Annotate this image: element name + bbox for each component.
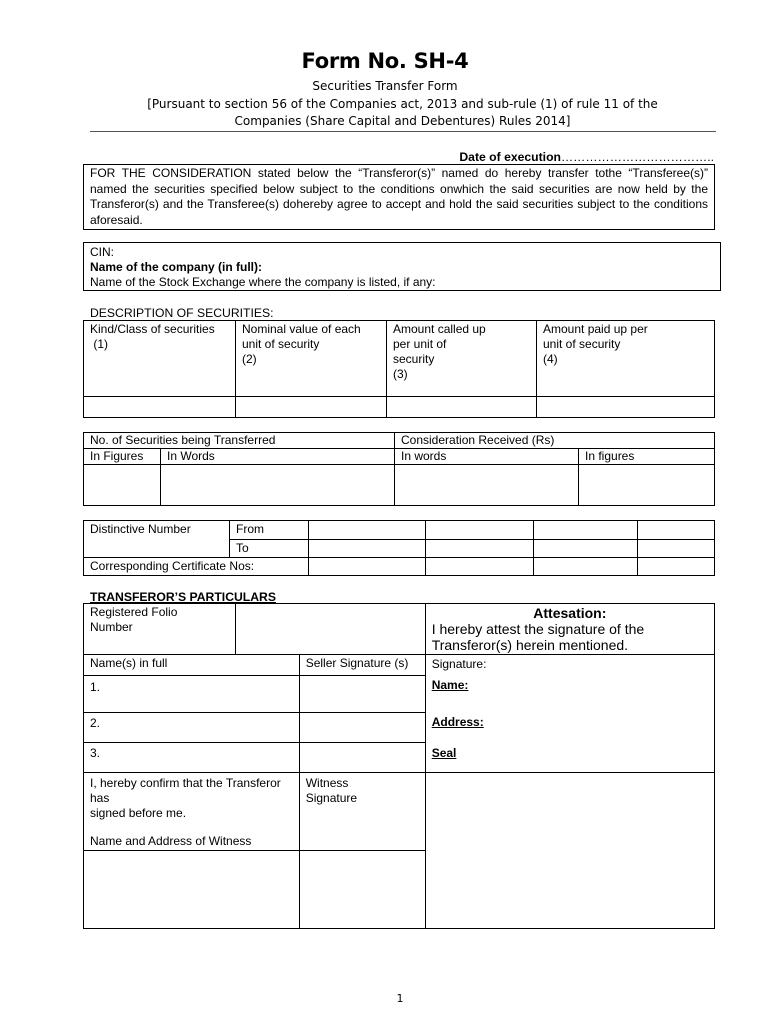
transferor-heading: TRANSFEROR’S PARTICULARS [90, 590, 276, 604]
desc-col-3-line2: per unit of [393, 337, 447, 351]
description-table [83, 320, 715, 418]
description-label: DESCRIPTION OF SECURITIES: [90, 306, 274, 320]
witness-signature-line1: Witness [305, 776, 349, 791]
distinctive-table [83, 520, 715, 576]
consideration-received-label: Consideration Received (Rs) [395, 433, 715, 449]
from-field-2[interactable] [426, 521, 534, 540]
from-field-1[interactable] [309, 521, 426, 540]
seller-signature-3[interactable] [299, 743, 425, 773]
witness-confirm-cell [84, 773, 300, 851]
desc-col-4-line2: unit of security [543, 337, 621, 351]
cert-field-1[interactable] [309, 558, 426, 576]
consideration-figures-field[interactable] [579, 465, 715, 506]
attest-seal-label: Seal [431, 746, 457, 761]
consideration-paragraph: FOR THE CONSIDERATION stated below the “Transferor(s)” named do hereby transfer tothe “Transferee(s)” named the securities specified below subject to the conditions onwhich the said securities are now held by the Transferor(s) and the Transferee(s) dohereby agree to accept and hold the said securities subject to the conditions aforesaid. [83, 164, 715, 230]
desc-col-4-line3: (4) [543, 352, 558, 366]
in-words-label: In Words [161, 449, 395, 465]
company-box [83, 242, 721, 291]
attestation-text: I hereby attest the signature of the Transferor(s) herein mentioned. [431, 621, 645, 654]
distinctive-number-label: Distinctive Number [84, 521, 230, 558]
attest-name-label: Name: [431, 678, 469, 693]
desc-col-3 [387, 321, 537, 397]
witness-right-field[interactable] [425, 773, 714, 929]
to-field-2[interactable] [426, 540, 534, 558]
page-number: 1 [396, 992, 404, 1005]
transferor-table [83, 603, 715, 929]
attestation-heading: Attesation: [533, 605, 607, 621]
attest-address-label: Address: [431, 715, 484, 730]
row-1-number: 1. [90, 680, 101, 695]
desc-col-1 [84, 321, 236, 397]
desc-col-4 [537, 321, 715, 397]
certificate-nos-label: Corresponding Certificate Nos: [84, 558, 309, 576]
consideration-words-field[interactable] [395, 465, 579, 506]
desc-value-2[interactable] [236, 397, 387, 418]
desc-col-3-line4: (3) [393, 367, 408, 381]
attest-signature-cell [425, 655, 714, 773]
desc-value-3[interactable] [387, 397, 537, 418]
num-words-field[interactable] [161, 465, 395, 506]
witness-signature-field[interactable] [299, 851, 425, 929]
transferor-name-1[interactable] [84, 676, 300, 713]
date-of-execution-dots: ……………………………….. [560, 150, 714, 164]
seller-signature-2[interactable] [299, 713, 425, 743]
desc-col-1-line1: Kind/Class of securities [90, 322, 215, 336]
in-figures-consideration-label: In figures [579, 449, 715, 465]
header-divider [90, 131, 716, 132]
witness-signature-label-cell [299, 773, 425, 851]
witness-name-address-field[interactable] [84, 851, 300, 929]
seller-signature-1[interactable] [299, 676, 425, 713]
witness-signature-line2: Signature [305, 791, 358, 806]
cert-field-3[interactable] [534, 558, 638, 576]
desc-col-2-line3: (2) [242, 352, 257, 366]
to-field-3[interactable] [534, 540, 638, 558]
num-figures-field[interactable] [84, 465, 161, 506]
to-field-4[interactable] [638, 540, 715, 558]
desc-value-1[interactable] [84, 397, 236, 418]
folio-label-line1: Registered Folio [90, 605, 178, 619]
pursuant-note: [Pursuant to section 56 of the Companies act, 2013 and sub-rule (1) of rule 11 of the Companies (Share Capital and Debentures) Rules 2014] [147, 97, 658, 128]
desc-col-2 [236, 321, 387, 397]
desc-col-1-line2: (1) [90, 337, 108, 351]
to-field-1[interactable] [309, 540, 426, 558]
cin-label: CIN: [90, 245, 114, 259]
confirm-line2: signed before me. [90, 806, 187, 821]
attestation-cell [425, 604, 714, 655]
folio-label-line2: Number [90, 620, 133, 634]
desc-value-4[interactable] [537, 397, 715, 418]
transferor-name-2[interactable] [84, 713, 300, 743]
attest-signature-label: Signature: [431, 657, 487, 672]
desc-col-4-line1: Amount paid up per [543, 322, 648, 336]
from-field-4[interactable] [638, 521, 715, 540]
date-of-execution [459, 150, 714, 165]
folio-label [84, 604, 236, 655]
desc-col-3-line3: security [393, 352, 435, 366]
num-securities-label: No. of Securities being Transferred [84, 433, 395, 449]
transfer-table [83, 432, 715, 506]
row-3-number: 3. [90, 746, 101, 761]
folio-field[interactable] [236, 604, 426, 655]
transferor-name-3[interactable] [84, 743, 300, 773]
stock-exchange-label: Name of the Stock Exchange where the company is listed, if any: [90, 275, 436, 289]
desc-col-2-line1: Nominal value of each [242, 322, 361, 336]
in-figures-label: In Figures [84, 449, 161, 465]
form-title: Form No. SH-4 [301, 49, 469, 73]
cert-field-4[interactable] [638, 558, 715, 576]
witness-name-address-label: Name and Address of Witness [90, 834, 252, 849]
confirm-line1: I, hereby confirm that the Transferor has [90, 776, 281, 806]
to-label: To [230, 540, 309, 558]
seller-signature-label: Seller Signature (s) [299, 655, 425, 676]
row-2-number: 2. [90, 716, 101, 731]
in-words-consideration-label: In words [395, 449, 579, 465]
form-subtitle: Securities Transfer Form [312, 79, 458, 93]
date-of-execution-label: Date of execution [459, 150, 561, 164]
desc-col-2-line2: unit of security [242, 337, 320, 351]
from-label: From [230, 521, 309, 540]
from-field-3[interactable] [534, 521, 638, 540]
names-in-full-label: Name(s) in full [84, 655, 300, 676]
desc-col-3-line1: Amount called up [393, 322, 486, 336]
company-name-label: Name of the company (in full): [90, 260, 263, 274]
cert-field-2[interactable] [426, 558, 534, 576]
